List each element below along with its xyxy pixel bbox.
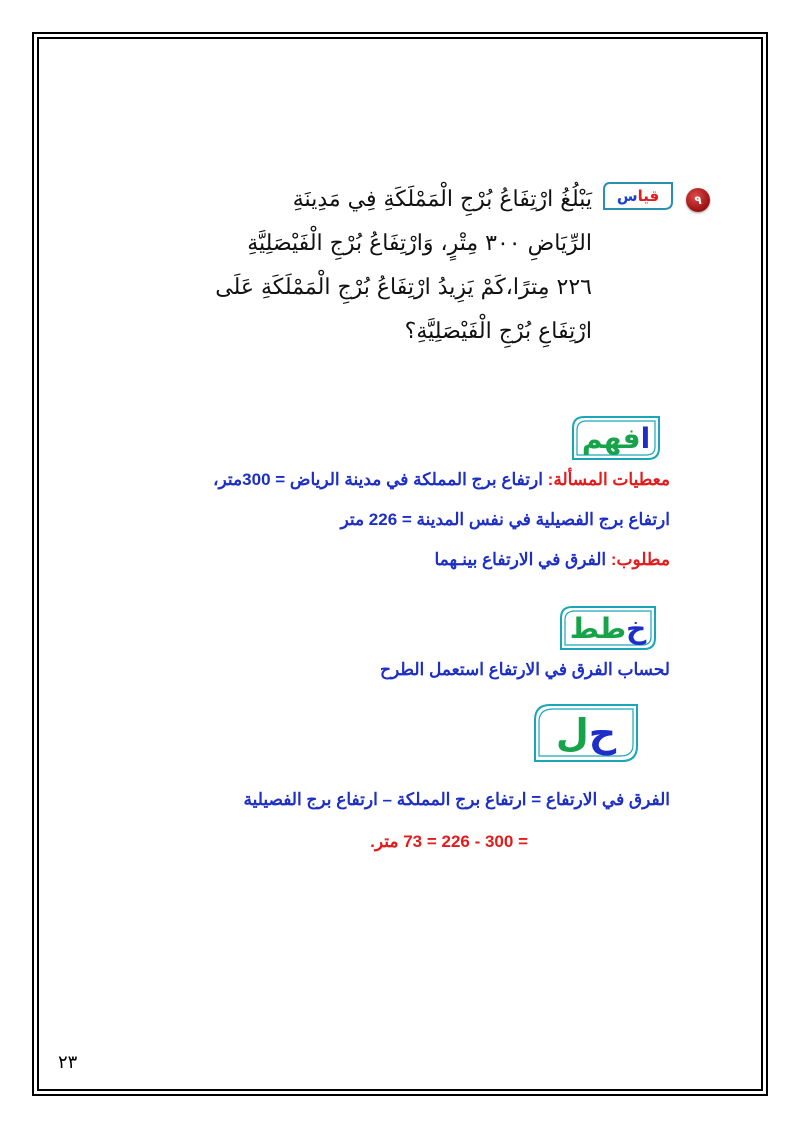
understand-heading-part1: ا: [640, 421, 651, 455]
page-number: ٢٣: [58, 1052, 78, 1073]
required-text: الفرق في الارتفاع بينـهما: [434, 550, 607, 569]
measure-tag-label-red: قيا: [637, 187, 660, 205]
plan-heading-part1: خ: [626, 611, 647, 645]
givens-line-2: ارتفاع برج الفصيلية في نفس المدينة = 226 متر: [340, 510, 670, 529]
plan-heading-part2: طط: [569, 611, 627, 645]
question-line-1: يَبْلُغُ ارْتِفَاعُ بُرْجِ الْمَمْلَكَةِ فِي مَدِينَةِ: [292, 187, 592, 212]
solve-heading-part2: ل: [555, 711, 589, 755]
question-line-2: الرِّيَاضِ ٣٠٠ مِتْرٍ، وَارْتِفَاعُ بُرْجِ الْفَيْصَلِيَّةِ: [247, 231, 592, 256]
solve-heading: [532, 702, 640, 764]
measure-tag: [602, 180, 674, 212]
givens-line-1: [213, 470, 670, 490]
solve-equation-2: = 300 - 226 = 73 متر.: [370, 832, 528, 851]
understand-heading-part2: فهم: [581, 421, 641, 455]
question-number: ٩: [694, 193, 702, 207]
question-line-4: ارْتِفَاعِ بُرْجِ الْفَيْصَلِيَّةِ؟: [404, 319, 592, 344]
understand-heading: [570, 414, 662, 462]
measure-tag-label-blue: س: [616, 187, 638, 205]
solve-heading-part1: ح: [588, 711, 617, 755]
question-number-badge: [686, 188, 710, 212]
solve-equation-1: الفرق في الارتفاع = ارتفاع برج المملكة – ارتفاع برج الفصيلية: [243, 790, 670, 809]
question-line-3: ٢٢٦ مِترًا،كَمْ يَزِيدُ ارْتِفَاعُ بُرْجِ الْمَمْلَكَةِ عَلَى: [215, 275, 592, 300]
givens-label: معطيات المسألة:: [547, 470, 670, 489]
plan-text: لحساب الفرق في الارتفاع استعمل الطرح: [380, 660, 670, 679]
givens-text-1: ارتفاع برج المملكة في مدينة الرياض = 300متر،: [213, 470, 543, 489]
plan-heading: [558, 604, 658, 652]
required-label: مطلوب:: [610, 550, 670, 569]
required-line: [434, 550, 670, 570]
question-text: [215, 178, 592, 354]
